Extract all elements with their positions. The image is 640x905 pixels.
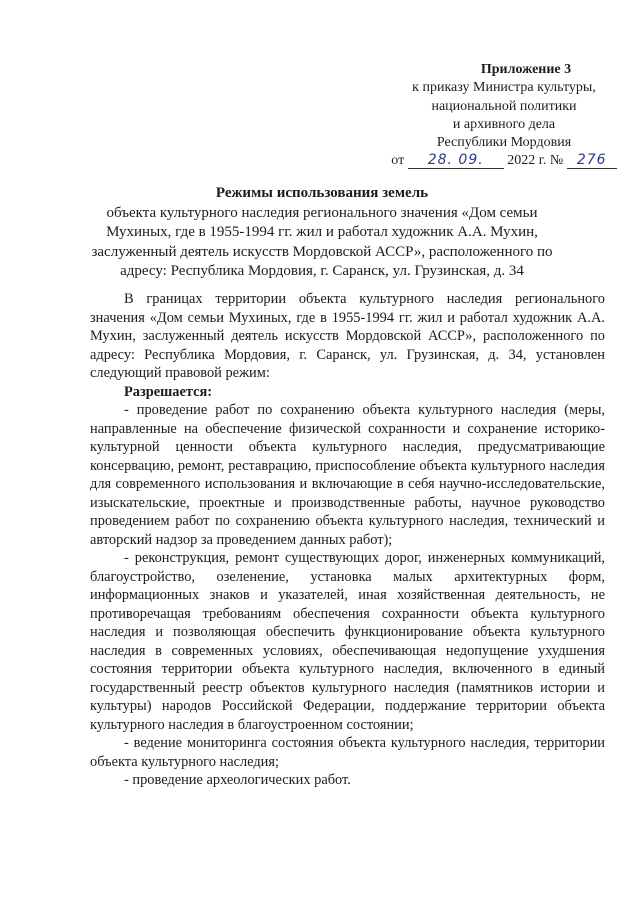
appendix-title: Приложение 3 bbox=[480, 62, 572, 77]
appendix-line: Республики Мордовия bbox=[436, 135, 572, 151]
document-heading bbox=[78, 184, 566, 282]
allowed-item: - реконструкция, ремонт существующих дорог, инженерных коммуникаций, благоустройство, озеленение, установка малых архитектурных форм, информационных знаков и указателей, иная хозяйственная деятельность, не противоречащая требованиям обеспечения сохранности объекта культурного наследия и позволяющая обеспечить функционирование объекта культурного наследия в современных условиях, обеспечивающая недопущение ухудшения состояния территории объекта культурного наследия, включенного в единый государственный реестр объектов культурного наследия (памятников истории и культуры) народов Российской Федерации, поддержание территории объекта культурного наследия в благоустроенном состоянии; bbox=[90, 550, 605, 733]
allowed-item: - ведение мониторинга состояния объекта культурного наследия, территории объекта культурного наследия; bbox=[90, 735, 605, 770]
handwritten-order-number: 276 bbox=[567, 153, 617, 169]
document-body bbox=[90, 290, 605, 790]
handwritten-date: 28. 09. bbox=[408, 153, 504, 169]
appendix-header bbox=[384, 61, 624, 171]
allowed-label: Разрешается: bbox=[124, 383, 213, 400]
appendix-line: национальной политики bbox=[431, 98, 577, 114]
document-subtitle: объекта культурного наследия регионального значения «Дом семьи Мухиных, где в 1955-1994 гг. жил и работал художник А.А. Мухин, заслуженный деятель искусств Мордовской АССР», расположенного по адресу: Республика Мордовия, г. Саранск, ул. Грузинская, д. 34 bbox=[91, 204, 553, 279]
document-title: Режимы использования земель bbox=[215, 185, 429, 201]
appendix-line: и архивного дела bbox=[452, 116, 556, 132]
appendix-line: к приказу Министра культуры, bbox=[412, 80, 596, 96]
allowed-item: - проведение работ по сохранению объекта культурного наследия (меры, направленные на обеспечение физической сохранности и сохранение историко-культурной ценности объекта культурного наследия, предусматривающие консервацию, ремонт, реставрацию, приспособление объекта культурного наследия для современного использования и включающие в себя научно-исследовательские, изыскательские, проектные и производственные работы, научное руководство проведением работ по сохранению объекта культурного наследия, технический и авторский надзор за проведением данных работ); bbox=[90, 402, 605, 548]
order-date-line bbox=[384, 152, 624, 170]
allowed-item: - проведение археологических работ. bbox=[124, 772, 351, 788]
order-year: 2022 г. № bbox=[507, 153, 564, 169]
intro-paragraph: В границах территории объекта культурного наследия регионального значения «Дом семьи Мухиных, где в 1955-1994 гг. жил и работал художник А.А. Мухин, заслуженный деятель искусств Мордовской АССР», расположенного по адресу: Республика Мордовия, г. Саранск, ул. Грузинская, д. 34, установлен следующий правовой режим: bbox=[90, 291, 605, 381]
date-prefix: от bbox=[391, 153, 405, 169]
